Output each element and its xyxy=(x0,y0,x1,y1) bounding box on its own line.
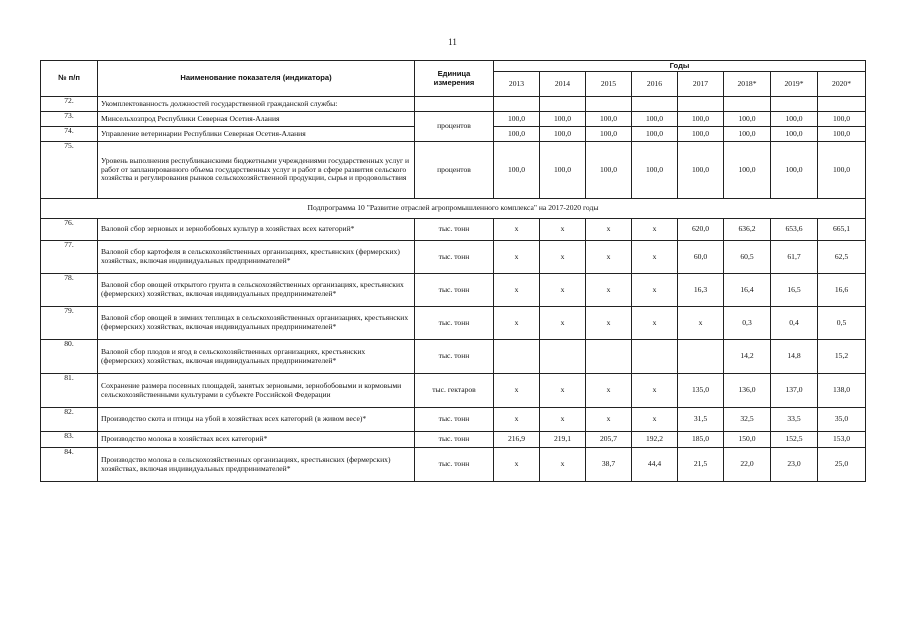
value-cell: x xyxy=(632,241,678,274)
row-number: 82. xyxy=(41,408,98,432)
value-cell: 14,2 xyxy=(724,340,771,374)
value-cell: 100,0 xyxy=(771,142,818,199)
value-cell: 100,0 xyxy=(586,127,632,142)
value-cell: 16,3 xyxy=(678,274,724,307)
value-cell: x xyxy=(540,408,586,432)
value-cell xyxy=(540,340,586,374)
row-number: 73. xyxy=(41,112,98,127)
value-cell: x xyxy=(494,241,540,274)
value-cell: x xyxy=(540,241,586,274)
value-cell xyxy=(724,97,771,112)
row-number: 77. xyxy=(41,241,98,274)
value-cell xyxy=(632,340,678,374)
value-cell: 100,0 xyxy=(632,112,678,127)
unit-cell: тыс. тонн xyxy=(415,408,494,432)
indicator-name: Валовой сбор картофеля в сельскохозяйственных организациях, крестьянских (фермерских) хозяйствах, включая индивидуальных предпринимателей* xyxy=(98,241,415,274)
value-cell: x xyxy=(540,448,586,482)
header-year-5: 2018* xyxy=(724,72,771,97)
value-cell: x xyxy=(494,274,540,307)
value-cell: x xyxy=(494,307,540,340)
table-row xyxy=(41,432,866,448)
header-unit: Единица измерения xyxy=(415,61,494,97)
value-cell: 100,0 xyxy=(724,127,771,142)
value-cell: 100,0 xyxy=(540,112,586,127)
value-cell: x xyxy=(540,219,586,241)
unit-cell: тыс. гектаров xyxy=(415,374,494,408)
value-cell xyxy=(678,340,724,374)
row-number: 76. xyxy=(41,219,98,241)
value-cell: 219,1 xyxy=(540,432,586,448)
value-cell: 25,0 xyxy=(818,448,866,482)
unit-cell: тыс. тонн xyxy=(415,340,494,374)
unit-cell: тыс. тонн xyxy=(415,432,494,448)
header-name: Наименование показателя (индикатора) xyxy=(98,61,415,97)
value-cell xyxy=(494,97,540,112)
section-row xyxy=(41,199,866,219)
value-cell: 100,0 xyxy=(678,142,724,199)
unit-cell: тыс. тонн xyxy=(415,448,494,482)
unit-cell: тыс. тонн xyxy=(415,307,494,340)
value-cell: x xyxy=(632,307,678,340)
value-cell xyxy=(771,97,818,112)
value-cell: 62,5 xyxy=(818,241,866,274)
value-cell: 100,0 xyxy=(632,127,678,142)
row-number: 79. xyxy=(41,307,98,340)
value-cell: 185,0 xyxy=(678,432,724,448)
header-year-6: 2019* xyxy=(771,72,818,97)
unit-cell: процентов xyxy=(415,112,494,142)
value-cell xyxy=(632,97,678,112)
table-row xyxy=(41,448,866,482)
value-cell: 665,1 xyxy=(818,219,866,241)
value-cell: 100,0 xyxy=(818,142,866,199)
value-cell: 21,5 xyxy=(678,448,724,482)
value-cell: 100,0 xyxy=(586,142,632,199)
value-cell: 32,5 xyxy=(724,408,771,432)
value-cell: x xyxy=(586,307,632,340)
unit-cell: тыс. тонн xyxy=(415,219,494,241)
section-title: Подпрограмма 10 "Развитие отраслей агропромышленного комплекса" на 2017-2020 годы xyxy=(41,199,866,219)
row-number: 72. xyxy=(41,97,98,112)
value-cell xyxy=(540,97,586,112)
value-cell: 138,0 xyxy=(818,374,866,408)
indicator-name: Производство скота и птицы на убой в хозяйствах всех категорий (в живом весе)* xyxy=(98,408,415,432)
value-cell: 100,0 xyxy=(540,142,586,199)
header-year-0: 2013 xyxy=(494,72,540,97)
value-cell: x xyxy=(494,408,540,432)
indicator-name: Валовой сбор зерновых и зернобобовых культур в хозяйствах всех категорий* xyxy=(98,219,415,241)
value-cell: 100,0 xyxy=(632,142,678,199)
value-cell: x xyxy=(494,448,540,482)
value-cell: x xyxy=(632,219,678,241)
header-year-2: 2015 xyxy=(586,72,632,97)
value-cell: 31,5 xyxy=(678,408,724,432)
value-cell: x xyxy=(678,307,724,340)
indicator-name: Производство молока в сельскохозяйственных организациях, крестьянских (фермерских) хозяйствах, включая индивидуальных предпринимателей* xyxy=(98,448,415,482)
indicator-name: Валовой сбор овощей открытого грунта в сельскохозяйственных организациях, крестьянских (фермерских) хозяйствах, включая индивидуальных предпринимателей* xyxy=(98,274,415,307)
value-cell: x xyxy=(632,274,678,307)
value-cell: 100,0 xyxy=(818,112,866,127)
value-cell: 0,4 xyxy=(771,307,818,340)
value-cell: x xyxy=(586,219,632,241)
value-cell: 60,0 xyxy=(678,241,724,274)
value-cell: 205,7 xyxy=(586,432,632,448)
header-year-3: 2016 xyxy=(632,72,678,97)
table-row xyxy=(41,274,866,307)
unit-cell: тыс. тонн xyxy=(415,274,494,307)
value-cell: 153,0 xyxy=(818,432,866,448)
value-cell xyxy=(494,340,540,374)
value-cell: x xyxy=(540,374,586,408)
table-row xyxy=(41,340,866,374)
value-cell: x xyxy=(494,374,540,408)
value-cell: 152,5 xyxy=(771,432,818,448)
value-cell: 35,0 xyxy=(818,408,866,432)
table-row xyxy=(41,408,866,432)
value-cell: 15,2 xyxy=(818,340,866,374)
indicator-name: Сохранение размера посевных площадей, занятых зерновыми, зернобобовыми и кормовыми сельскохозяйственными культурами в субъекте Российской Федерации xyxy=(98,374,415,408)
row-number: 75. xyxy=(41,142,98,199)
value-cell: 653,6 xyxy=(771,219,818,241)
value-cell: 0,3 xyxy=(724,307,771,340)
value-cell: 23,0 xyxy=(771,448,818,482)
header-year-7: 2020* xyxy=(818,72,866,97)
page-number: 11 xyxy=(448,37,457,47)
value-cell: 100,0 xyxy=(678,127,724,142)
value-cell: 136,0 xyxy=(724,374,771,408)
value-cell xyxy=(818,97,866,112)
value-cell: 16,5 xyxy=(771,274,818,307)
value-cell: 100,0 xyxy=(494,112,540,127)
value-cell: x xyxy=(586,241,632,274)
value-cell: 100,0 xyxy=(724,142,771,199)
table-row xyxy=(41,97,866,112)
row-number: 81. xyxy=(41,374,98,408)
value-cell: 100,0 xyxy=(494,127,540,142)
indicator-name: Уровень выполнения республиканскими бюджетными учреждениями государственных услуг и работ от запланированного объема государственных услуг и работ в сфере развития сельского хозяйства и регулирования рынков сельскохозяйственной продукции, сырья и продовольствия xyxy=(98,142,415,199)
table-row xyxy=(41,112,866,127)
value-cell: 150,0 xyxy=(724,432,771,448)
value-cell: 16,6 xyxy=(818,274,866,307)
value-cell: x xyxy=(586,374,632,408)
value-cell: 33,5 xyxy=(771,408,818,432)
value-cell: 100,0 xyxy=(724,112,771,127)
indicators-table xyxy=(40,60,866,482)
value-cell: x xyxy=(540,307,586,340)
row-number: 83. xyxy=(41,432,98,448)
header-year-4: 2017 xyxy=(678,72,724,97)
value-cell: 137,0 xyxy=(771,374,818,408)
value-cell: 216,9 xyxy=(494,432,540,448)
indicator-name: Производство молока в хозяйствах всех категорий* xyxy=(98,432,415,448)
value-cell xyxy=(586,97,632,112)
value-cell: 16,4 xyxy=(724,274,771,307)
unit-cell: тыс. тонн xyxy=(415,241,494,274)
value-cell: 38,7 xyxy=(586,448,632,482)
value-cell: 100,0 xyxy=(818,127,866,142)
table-row xyxy=(41,142,866,199)
value-cell: 135,0 xyxy=(678,374,724,408)
value-cell xyxy=(586,340,632,374)
value-cell: 44,4 xyxy=(632,448,678,482)
value-cell: x xyxy=(494,219,540,241)
value-cell: 100,0 xyxy=(678,112,724,127)
header-num: № п/п xyxy=(41,61,98,97)
unit-cell xyxy=(415,97,494,112)
value-cell: 100,0 xyxy=(586,112,632,127)
value-cell: 620,0 xyxy=(678,219,724,241)
value-cell: x xyxy=(632,408,678,432)
indicator-name: Минсельхозпрод Республики Северная Осетия-Алания xyxy=(98,112,415,127)
table-row xyxy=(41,241,866,274)
row-number: 80. xyxy=(41,340,98,374)
row-number: 84. xyxy=(41,448,98,482)
value-cell: 100,0 xyxy=(771,112,818,127)
value-cell: 61,7 xyxy=(771,241,818,274)
row-number: 78. xyxy=(41,274,98,307)
value-cell: x xyxy=(586,408,632,432)
value-cell: 14,8 xyxy=(771,340,818,374)
value-cell: 60,5 xyxy=(724,241,771,274)
value-cell: x xyxy=(540,274,586,307)
indicator-name: Валовой сбор овощей в зимних теплицах в сельскохозяйственных организациях, крестьянских (фермерских) хозяйствах, включая индивидуальных предпринимателей* xyxy=(98,307,415,340)
value-cell: 100,0 xyxy=(540,127,586,142)
header-year-1: 2014 xyxy=(540,72,586,97)
indicator-name: Укомплектованность должностей государственной гражданской службы: xyxy=(98,97,415,112)
value-cell: 192,2 xyxy=(632,432,678,448)
value-cell: x xyxy=(632,374,678,408)
value-cell: 22,0 xyxy=(724,448,771,482)
table-row xyxy=(41,374,866,408)
value-cell: 636,2 xyxy=(724,219,771,241)
value-cell xyxy=(678,97,724,112)
header-years-group: Годы xyxy=(494,61,866,72)
indicator-name: Валовой сбор плодов и ягод в сельскохозяйственных организациях, крестьянских (фермерских) хозяйствах, включая индивидуальных предпринимателей* xyxy=(98,340,415,374)
value-cell: 0,5 xyxy=(818,307,866,340)
row-number: 74. xyxy=(41,127,98,142)
unit-cell: процентов xyxy=(415,142,494,199)
table-row xyxy=(41,307,866,340)
table-row xyxy=(41,219,866,241)
value-cell: x xyxy=(586,274,632,307)
value-cell: 100,0 xyxy=(494,142,540,199)
value-cell: 100,0 xyxy=(771,127,818,142)
indicator-name: Управление ветеринарии Республики Северная Осетия-Алания xyxy=(98,127,415,142)
